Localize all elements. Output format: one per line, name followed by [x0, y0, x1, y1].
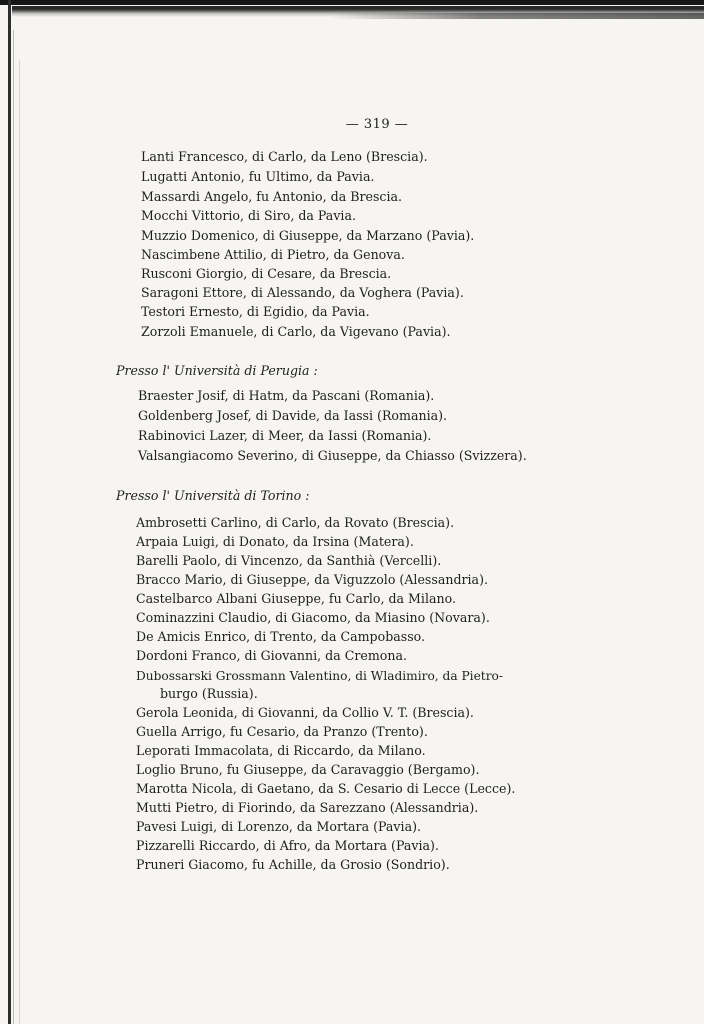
page-left-shadow-faint: [19, 60, 20, 1024]
list-item: Pizzarelli Riccardo, di Afro, da Mortara (Pavia).: [136, 838, 439, 853]
list-item: Cominazzini Claudio, di Giacomo, da Miasino (Novara).: [136, 610, 490, 625]
section-heading-perugia: Presso l' Università di Perugia :: [116, 363, 318, 378]
list-item: De Amicis Enrico, di Trento, da Campobasso.: [136, 629, 426, 644]
list-item: Braester Josif, di Hatm, da Pascani (Romania).: [138, 388, 435, 403]
page-top-border: [0, 0, 704, 5]
page-left-shadow: [13, 30, 14, 1024]
section-heading-torino: Presso l' Università di Torino :: [116, 488, 310, 503]
list-item: Castelbarco Albani Giuseppe, fu Carlo, da Milano.: [136, 591, 456, 606]
list-item: Loglio Bruno, fu Giuseppe, da Caravaggio (Bergamo).: [136, 762, 480, 777]
list-item: Mutti Pietro, di Fiorindo, da Sarezzano (Alessandria).: [136, 800, 479, 815]
list-item: Muzzio Domenico, di Giuseppe, da Marzano (Pavia).: [141, 228, 475, 243]
page-number: — 319 —: [345, 117, 409, 132]
list-item: Pruneri Giacomo, fu Achille, da Grosio (Sondrio).: [136, 857, 450, 872]
page-top-shadow-right: [330, 13, 704, 19]
list-item-continuation: burgo (Russia).: [160, 686, 258, 701]
list-item: Dordoni Franco, di Giovanni, da Cremona.: [136, 648, 407, 663]
list-item: Testori Ernesto, di Egidio, da Pavia.: [141, 304, 370, 319]
list-item: Dubossarski Grossmann Valentino, di Wladimiro, da Pietro-: [136, 669, 503, 683]
list-item: Ambrosetti Carlino, di Carlo, da Rovato (Brescia).: [136, 515, 455, 530]
list-item: Barelli Paolo, di Vincenzo, da Santhià (Vercelli).: [136, 553, 442, 568]
list-item: Mocchi Vittorio, di Siro, da Pavia.: [141, 208, 356, 223]
list-item: Marotta Nicola, di Gaetano, da S. Cesario di Lecce (Lecce).: [136, 781, 516, 796]
list-item: Zorzoli Emanuele, di Carlo, da Vigevano (Pavia).: [141, 324, 451, 339]
list-item: Bracco Mario, di Giuseppe, da Viguzzolo (Alessandria).: [136, 572, 488, 587]
list-item: Valsangiacomo Severino, di Giuseppe, da Chiasso (Svizzera).: [138, 448, 527, 463]
list-item: Arpaia Luigi, di Donato, da Irsina (Matera).: [136, 534, 414, 549]
list-item: Lanti Francesco, di Carlo, da Leno (Brescia).: [141, 149, 428, 164]
list-item: Rabinovici Lazer, di Meer, da Iassi (Romania).: [138, 428, 432, 443]
list-item: Lugatti Antonio, fu Ultimo, da Pavia.: [141, 169, 375, 184]
list-item: Rusconi Giorgio, di Cesare, da Brescia.: [141, 266, 392, 281]
list-item: Nascimbene Attilio, di Pietro, da Genova.: [141, 247, 405, 262]
list-item: Leporati Immacolata, di Riccardo, da Milano.: [136, 743, 426, 758]
page-left-border: [8, 0, 11, 1024]
list-item: Saragoni Ettore, di Alessando, da Voghera (Pavia).: [141, 285, 464, 300]
list-item: Gerola Leonida, di Giovanni, da Collio V. T. (Brescia).: [136, 705, 474, 720]
list-item: Pavesi Luigi, di Lorenzo, da Mortara (Pavia).: [136, 819, 421, 834]
list-item: Guella Arrigo, fu Cesario, da Pranzo (Trento).: [136, 724, 428, 739]
list-item: Goldenberg Josef, di Davide, da Iassi (Romania).: [138, 408, 448, 423]
list-item: Massardi Angelo, fu Antonio, da Brescia.: [141, 189, 402, 204]
